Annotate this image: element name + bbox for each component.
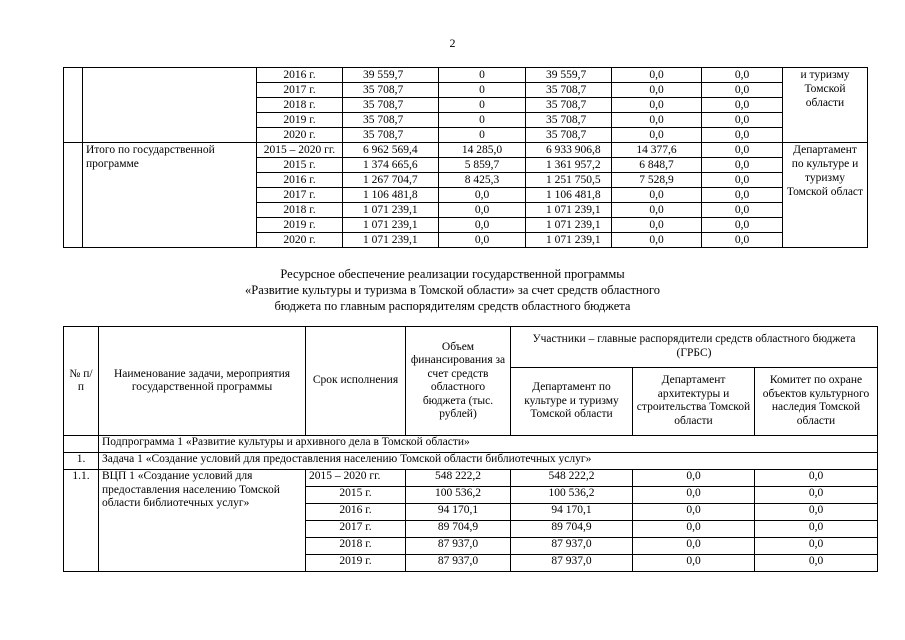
value-cell: 0,0 [439,188,526,203]
value-cell: 0,0 [755,470,878,487]
value-cell: 0,0 [755,555,878,572]
value-cell: 0,0 [439,203,526,218]
value-cell: 5 859,7 [439,158,526,173]
total-cell: 6 962 569,4 [343,143,439,158]
item-num: 1.1. [64,470,99,572]
value-cell: 100 536,2 [406,487,511,504]
value-cell: 94 170,1 [406,504,511,521]
value-cell: 94 170,1 [511,504,633,521]
value-cell: 0,0 [633,487,755,504]
value-cell: 89 704,9 [511,521,633,538]
item-name: ВЦП 1 «Создание условий для предоставления населению Томской области библиотечных услуг» [99,470,306,572]
value-cell: 14 285,0 [439,143,526,158]
value-cell: 548 222,2 [511,470,633,487]
grbs-funding-table [63,326,878,572]
value-cell: 0,0 [633,470,755,487]
year-cell: 2017 г. [257,188,343,203]
subprogram-row [64,436,878,453]
value-cell: 0 [439,113,526,128]
header-row [64,327,878,368]
header-dept-arch: Департамент архитектуры и строительства Томской области [633,367,755,435]
value-cell: 87 937,0 [511,555,633,572]
value-cell: 6 848,7 [612,158,702,173]
year-cell: 2019 г. [257,113,343,128]
year-cell: 2016 г. [306,504,406,521]
row-group-label [83,68,257,143]
total-cell: 35 708,7 [343,83,439,98]
header-num: № п/п [64,327,99,436]
value-cell: 0,0 [755,521,878,538]
table-row [64,143,868,158]
total-cell: 1 106 481,8 [343,188,439,203]
value-cell: 0,0 [755,538,878,555]
table-row [64,470,878,487]
value-cell: 0,0 [702,68,783,83]
year-cell: 2018 г. [257,203,343,218]
header-participants: Участники – главные распорядители средств областного бюджета (ГРБС) [511,327,878,368]
year-cell: 2015 – 2020 гг. [257,143,343,158]
total-cell: 1 374 665,6 [343,158,439,173]
header-volume: Объем финансирования за счет средств областного бюджета (тыс. рублей) [406,327,511,436]
value-cell: 0,0 [612,128,702,143]
value-cell: 6 933 906,8 [526,143,612,158]
table-row [64,68,868,83]
total-cell: 1 071 239,1 [343,233,439,248]
page-number: 2 [449,36,456,50]
year-cell: 2016 г. [257,68,343,83]
value-cell: 0,0 [702,218,783,233]
value-cell: 0,0 [612,98,702,113]
total-cell: 1 071 239,1 [343,203,439,218]
year-cell: 2016 г. [257,173,343,188]
year-cell: 2015 г. [306,487,406,504]
value-cell: 0,0 [702,128,783,143]
value-cell: 39 559,7 [526,68,612,83]
value-cell: 0,0 [702,188,783,203]
year-cell: 2017 г. [306,521,406,538]
value-cell: 0,0 [702,233,783,248]
value-cell: 0,0 [612,188,702,203]
total-cell: 1 267 704,7 [343,173,439,188]
task-row [64,453,878,470]
header-term: Срок исполнения [306,327,406,436]
value-cell: 1 071 239,1 [526,218,612,233]
value-cell: 0,0 [612,68,702,83]
value-cell: 35 708,7 [526,113,612,128]
task-num: 1. [64,453,99,470]
total-cell: 1 071 239,1 [343,218,439,233]
total-cell: 35 708,7 [343,128,439,143]
value-cell: 0,0 [702,98,783,113]
value-cell: 0 [439,68,526,83]
value-cell: 1 361 957,2 [526,158,612,173]
funding-table-continuation [63,67,868,248]
task-label: Задача 1 «Создание условий для предоставления населению Томской области библиотечных услуг» [99,453,878,470]
value-cell: 0,0 [633,538,755,555]
value-cell: 35 708,7 [526,128,612,143]
header-name: Наименование задачи, мероприятия государственной программы [99,327,306,436]
header-dept-culture: Департамент по культуре и туризму Томской области [511,367,633,435]
year-cell: 2019 г. [257,218,343,233]
value-cell: 14 377,6 [612,143,702,158]
total-cell: 35 708,7 [343,113,439,128]
total-cell: 39 559,7 [343,68,439,83]
value-cell: 35 708,7 [526,83,612,98]
value-cell: 0,0 [702,113,783,128]
value-cell: 1 251 750,5 [526,173,612,188]
value-cell: 1 106 481,8 [526,188,612,203]
year-cell: 2020 г. [257,128,343,143]
value-cell: 0,0 [612,113,702,128]
year-cell: 2020 г. [257,233,343,248]
value-cell: 0 [439,128,526,143]
value-cell: 100 536,2 [511,487,633,504]
value-cell: 0,0 [702,158,783,173]
value-cell: 0,0 [612,203,702,218]
year-cell: 2018 г. [306,538,406,555]
value-cell: 0,0 [633,504,755,521]
value-cell: 87 937,0 [406,555,511,572]
value-cell: 0,0 [439,218,526,233]
value-cell: 35 708,7 [526,98,612,113]
value-cell: 0,0 [702,173,783,188]
executor-cell: Департамент по культуре и туризму Томской област [783,143,868,248]
value-cell: 0,0 [702,203,783,218]
total-cell: 35 708,7 [343,98,439,113]
value-cell: 1 071 239,1 [526,233,612,248]
value-cell: 0,0 [702,143,783,158]
value-cell: 0,0 [755,504,878,521]
value-cell: 87 937,0 [406,538,511,555]
value-cell: 548 222,2 [406,470,511,487]
year-cell: 2015 – 2020 гг. [306,470,406,487]
year-cell: 2019 г. [306,555,406,572]
value-cell: 8 425,3 [439,173,526,188]
subprogram-label: Подпрограмма 1 «Развитие культуры и архивного дела в Томской области» [99,436,878,453]
value-cell: 0,0 [633,555,755,572]
executor-cell: и туризму Томской области [783,68,868,143]
value-cell: 89 704,9 [406,521,511,538]
value-cell: 87 937,0 [511,538,633,555]
row-group-label: Итого по государственной программе [83,143,257,248]
year-cell: 2018 г. [257,98,343,113]
value-cell: 0,0 [612,83,702,98]
section-title: Ресурсное обеспечение реализации государственной программы «Развитие культуры и туризма в Томской области» за счет средств областного бюджета по главным распорядителям средств областного бюджета [245,267,660,313]
value-cell: 1 071 239,1 [526,203,612,218]
value-cell: 0,0 [702,83,783,98]
value-cell: 0,0 [439,233,526,248]
header-committee: Комитет по охране объектов культурного наследия Томской области [755,367,878,435]
value-cell: 0 [439,83,526,98]
year-cell: 2017 г. [257,83,343,98]
value-cell: 0,0 [612,233,702,248]
value-cell: 7 528,9 [612,173,702,188]
value-cell: 0 [439,98,526,113]
value-cell: 0,0 [612,218,702,233]
value-cell: 0,0 [755,487,878,504]
value-cell: 0,0 [633,521,755,538]
year-cell: 2015 г. [257,158,343,173]
